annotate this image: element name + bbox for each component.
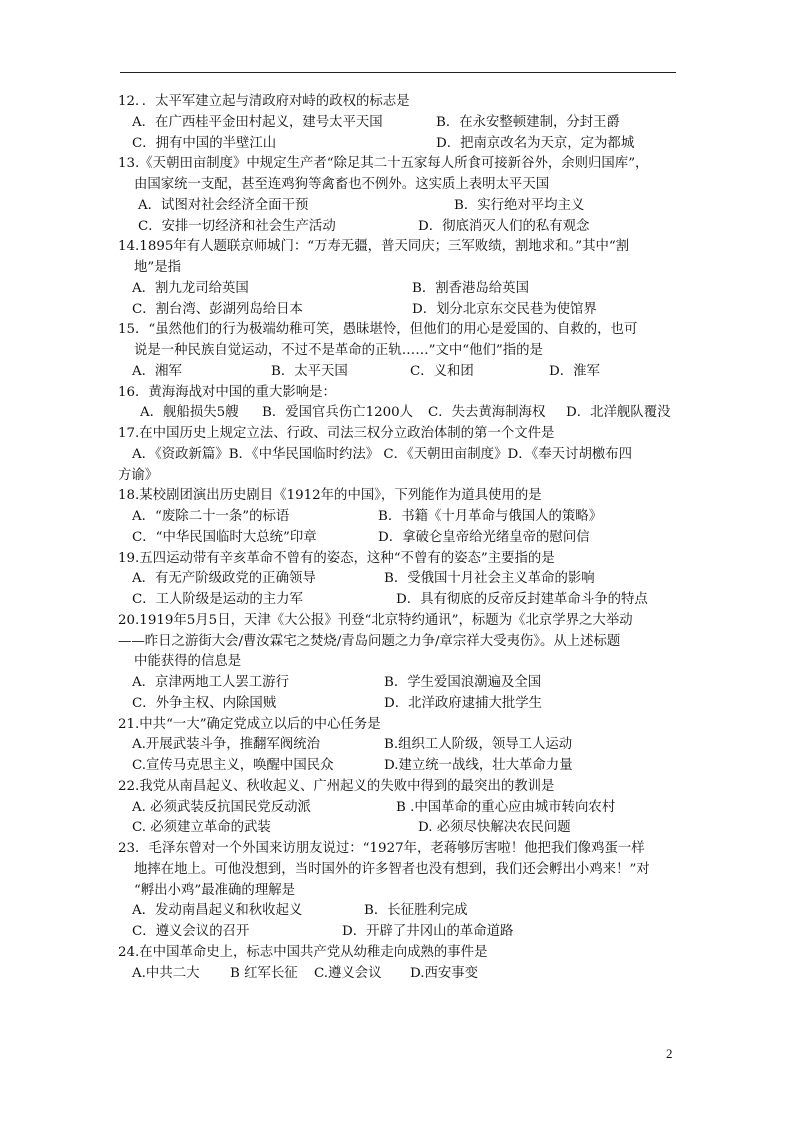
question-stem: 12．．太平军建立起与清政府对峙的政权的标志是: [118, 94, 410, 109]
option-d: D．北洋舰队覆没: [566, 405, 671, 421]
option-b: B.组织工人阶级，领导工人运动: [384, 737, 573, 753]
option-b: B．长征胜利完成: [364, 903, 468, 919]
question-stem-continued: 地摔在地上。可他没想到，当时国外的许多智者也没有想到，我们还会孵出小鸡来！”对: [134, 861, 650, 877]
option-row: [118, 217, 688, 238]
option-c: C．“中华民国临时大总统”印章: [132, 529, 317, 545]
option-d: D．拿破仑皇帝给光绪皇帝的慰问信: [378, 529, 590, 545]
question-stem: 20.1919年5月5日，天津《大公报》刊登“北京特约通讯”，标题为《北京学界之大举动: [118, 612, 633, 628]
option-d: D．具有彻底的反帝反封建革命斗争的特点: [396, 592, 648, 607]
question-19: [118, 549, 688, 611]
option-a: A．湘军: [132, 363, 182, 379]
option-row: [118, 569, 688, 590]
question-24: [118, 943, 688, 985]
question-stem: 17.在中国历史上规定立法、行政、司法三权分立政治体制的第一个文件是: [118, 426, 555, 441]
option-b: B．割香港岛给英国: [412, 280, 529, 296]
question-14: [118, 237, 688, 320]
page-number: 2: [666, 1046, 673, 1061]
option-c: C．失去黄海制海权: [428, 405, 546, 421]
option-b: B .中国革命的重心应由城市转向农村: [396, 799, 616, 815]
question-stem: 15．“虽然他们的行为极端幼稚可笑，愚昧堪怜，但他们的用心是爱国的、自救的，也可: [118, 322, 638, 338]
option-row: [118, 528, 688, 549]
option-row: [118, 818, 688, 839]
option-row: [118, 113, 688, 134]
option-b: B．在永安整顿建制，分封王爵: [436, 114, 620, 130]
question-23: [118, 839, 688, 943]
exam-page: [118, 92, 688, 984]
option-d: D．彻底消灭人们的私有观念: [418, 218, 590, 234]
question-15: [118, 320, 688, 382]
question-18: [118, 486, 688, 548]
option-d: D．划分北京东交民巷为使馆界: [412, 301, 597, 317]
option-b: B．爱国官兵伤亡1200人: [262, 405, 414, 421]
option-b: B 红军长征: [230, 965, 298, 981]
option-a: A．试图对社会经济全面干预: [138, 197, 309, 213]
option-row: [118, 798, 688, 819]
option-d: D. 必须尽快解决农民问题: [418, 820, 571, 836]
question-16: [118, 383, 688, 425]
option-b: B．受俄国十月社会主义革命的影响: [384, 571, 595, 587]
question-13: [118, 154, 688, 237]
question-stem: 13.《天朝田亩制度》中规定生产者“除足其二十五家每人所食可接新谷外，余则归国库”，: [118, 156, 649, 172]
header-rule: [120, 72, 676, 73]
option-a: A．在广西桂平金田村起义，建号太平天国: [132, 114, 383, 130]
option-c: C.宣传马克思主义，唤醒中国民众: [132, 758, 334, 773]
question-17: [118, 424, 688, 486]
option-b: B．太平天国: [271, 363, 348, 379]
question-stem: 21.中共“一大”确定党成立以后的中心任务是: [118, 716, 381, 732]
question-stem: 22.我党从南昌起义、秋收起义、广州起义的失败中得到的最突出的教训是: [118, 778, 555, 794]
question-21: [118, 715, 688, 777]
question-stem: 16．黄海海战对中国的重大影响是：: [118, 384, 336, 400]
option-row: [118, 922, 688, 943]
question-stem-continued: 说是一种民族自觉运动，不过不是革命的正轨……”文中“他们”指的是: [134, 343, 543, 358]
option-row: [118, 756, 688, 777]
option-a: A．割九龙司给英国: [132, 280, 249, 296]
option-d: D.西安事变: [410, 965, 479, 981]
question-12: [118, 92, 688, 154]
option-d: D．开辟了井冈山的革命道路: [342, 924, 514, 939]
question-stem: 24.在中国革命史上，标志中国共产党从幼稚走向成熟的事件是: [118, 944, 488, 960]
option-row: [118, 403, 688, 424]
question-stem: 23．毛泽东曾对一个外国来访朋友说过：“1927年，老蒋够厉害啦！他把我们像鸡蛋一样: [118, 841, 645, 856]
option-b: B．实行绝对平均主义: [454, 197, 585, 213]
option-line-continued: 方谕》: [118, 467, 159, 483]
question-stem-continued: 由国家统一支配，甚至连鸡狗等禽畜也不例外。这实质上表明太平天国: [134, 177, 550, 192]
option-a: A.开展武装斗争，推翻军阀统治: [132, 737, 321, 753]
option-c: C. 必须建立革命的武装: [132, 820, 271, 836]
question-stem: 14.1895年有人题联京师城门：“万寿无疆，普天同庆；三军败绩，割地求和。”其中“割: [118, 239, 630, 255]
option-a: A．“废除二十一条”的标语: [132, 509, 290, 524]
question-stem-continued: “孵出小鸡”最准确的理解是: [134, 882, 295, 898]
option-row: [118, 196, 688, 217]
option-a: A. 必须武装反抗国民党反动派: [132, 799, 311, 815]
question-stem: 19.五四运动带有辛亥革命不曾有的姿态，这种“不曾有的姿态”主要指的是: [118, 550, 555, 566]
option-d: D．把南京改名为天京，定为都城: [436, 135, 635, 151]
question-22: [118, 777, 688, 839]
option-a: A．舰船损失5艘: [140, 405, 239, 421]
option-c: C．遵义会议的召开: [132, 924, 250, 939]
question-20: [118, 611, 688, 715]
option-row: [118, 901, 688, 922]
option-row: [118, 590, 688, 611]
option-c: C．安排一切经济和社会生产活动: [138, 218, 336, 234]
option-d: D.建立统一战线，壮大革命力量: [384, 758, 573, 773]
option-c: C．外争主权、内除国贼: [132, 695, 277, 711]
option-row: [118, 673, 688, 694]
option-row: [118, 735, 688, 756]
option-row: [118, 300, 688, 321]
option-c: C．义和团: [410, 363, 474, 379]
question-stem-continued: ——昨日之游街大会/曹汝霖宅之焚烧/青岛问题之力争/章宗祥大受夷伤》。从上述标题: [118, 633, 621, 649]
question-stem-continued: 中能获得的信息是: [134, 654, 242, 670]
option-row: [118, 362, 688, 383]
option-a: A.中共二大: [132, 965, 200, 981]
option-d: D．淮军: [549, 363, 600, 379]
option-b: B．学生爱国浪潮遍及全国: [384, 675, 542, 690]
question-stem-continued: 地”是指: [134, 260, 182, 275]
option-row: [118, 964, 688, 985]
option-d: D．北洋政府逮捕大批学生: [384, 695, 543, 711]
option-a: A．有无产阶级政党的正确领导: [132, 571, 316, 587]
option-row: [118, 507, 688, 528]
option-line: A．《资政新篇》B．《中华民国临时约法》 C．《天朝田亩制度》D．《奉天讨胡檄布四: [132, 446, 633, 462]
option-row: [118, 134, 688, 155]
option-c: C.遵义会议: [314, 965, 382, 981]
option-row: [118, 279, 688, 300]
option-a: A．京津两地工人罢工游行: [132, 675, 289, 690]
option-b: B．书籍《十月革命与俄国人的策略》: [378, 509, 603, 524]
question-stem: 18.某校剧团演出历史剧目《1912年的中国》，下列能作为道具使用的是: [118, 488, 542, 504]
option-c: C．拥有中国的半壁江山: [132, 135, 277, 151]
option-c: C．工人阶级是运动的主力军: [132, 592, 303, 607]
option-c: C．割台湾、彭湖列岛给日本: [132, 301, 303, 317]
option-row: [118, 694, 688, 715]
option-a: A．发动南昌起义和秋收起义: [132, 903, 303, 919]
